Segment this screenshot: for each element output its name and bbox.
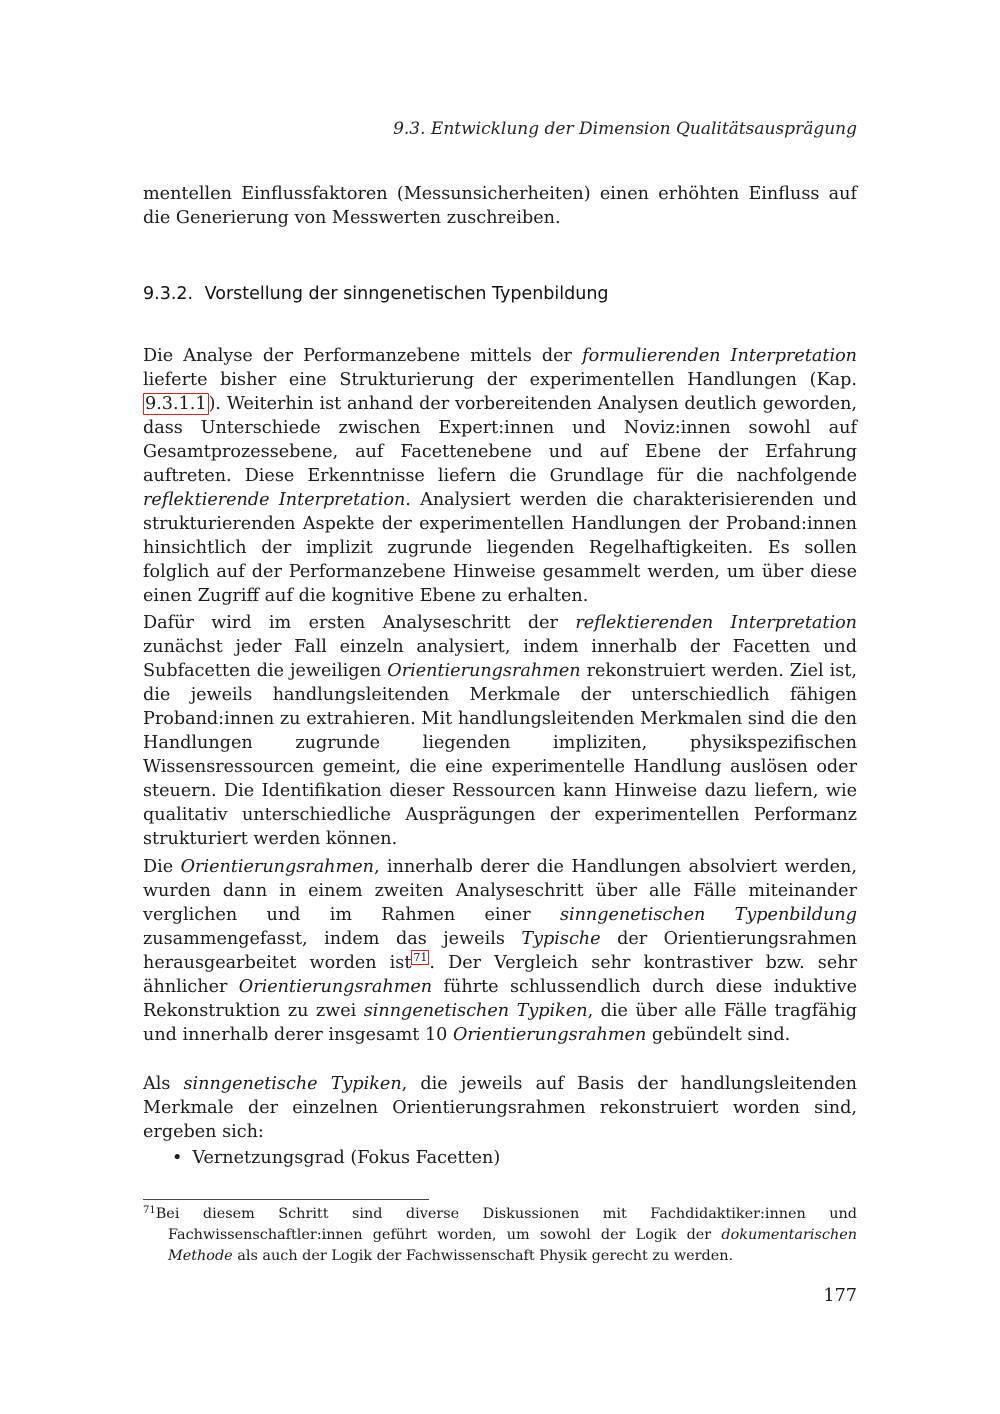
paragraph-second-step (143, 855, 857, 1047)
emphasis: sinngenetischen Typenbildung (559, 905, 857, 925)
text-run: , innerhalb derer die Handlungen absolviert werden, wurden dann in einem zweiten Analyseschritt über alle Fälle miteinander verglichen und im Rahmen einer (143, 857, 857, 925)
running-header: 9.3. Entwicklung der Dimension Qualitätsausprägung (393, 119, 857, 139)
paragraph-continuation (143, 182, 857, 230)
text-run: Bei diesem Schritt sind diverse Diskussionen mit Fachdidaktiker:innen und Fachwissenschaftler:innen geführt worden, um sowohl der Logik der (155, 1206, 857, 1243)
bullet-marker: • (172, 1148, 183, 1168)
chapter-reference-link[interactable]: 9.3.1.1 (145, 394, 207, 414)
text-run: führte schlussendlich durch diese induktive Rekonstruktion zu zwei (143, 977, 857, 1021)
emphasis: reflektierenden Interpretation (575, 613, 857, 633)
text-run: Die Analyse der Performanzebene mittels der (143, 346, 583, 366)
page-number: 177 (823, 1286, 857, 1306)
text-run: , die über alle Fälle tragfähig und innerhalb derer insgesamt 10 (143, 1001, 857, 1045)
emphasis: Typische (521, 929, 601, 949)
text-run: ). Weiterhin ist anhand der vorbereitenden Analysen deutlich geworden, dass Unterschiede zwischen Expert:innen und Noviz:innen sowohl auf Gesamtprozessebene, auf Facettenebene und auf Ebene der Erfahrung auftreten. Diese Erkenntnisse liefern die Grundlage für die nachfolgende (143, 394, 857, 486)
section-title: Vorstellung der sinngenetischen Typenbildung (204, 284, 609, 304)
paragraph-analysis (143, 344, 857, 608)
text-run: zusammengefasst, indem das jeweils (143, 929, 522, 949)
emphasis: formulierenden Interpretation (582, 346, 857, 366)
list-item (172, 1146, 852, 1170)
footnote-reference-link[interactable]: 71 (413, 951, 428, 964)
emphasis: dokumentarischen Methode (168, 1227, 857, 1264)
paragraph-first-step (143, 611, 857, 851)
text-run: , die jeweils auf Basis der handlungsleitenden Merkmale der einzelnen Orientierungsrahmen rekonstruiert worden sind, ergeben sich: (143, 1074, 857, 1142)
emphasis: sinngenetische Typiken (183, 1074, 402, 1094)
footnote (143, 1204, 857, 1267)
section-number: 9.3.2. (143, 284, 194, 304)
text-run: zunächst jeder Fall einzeln analysiert, indem innerhalb der Facetten und Subfacetten die jeweiligen (143, 637, 857, 681)
emphasis: Orientierungsrahmen (238, 977, 433, 997)
emphasis: Orientierungsrahmen (452, 1025, 647, 1045)
text-run: lieferte bisher eine Strukturierung der experimentellen Handlungen (Kap. (143, 370, 857, 390)
emphasis: Orientierungsrahmen (180, 857, 374, 877)
text-run: Als (143, 1074, 184, 1094)
text-run: als auch der Logik der Fachwissenschaft Physik gerecht zu werden. (232, 1248, 734, 1264)
footnote-divider (143, 1199, 429, 1200)
paragraph-typiken (143, 1072, 857, 1144)
paragraph-text: mentellen Einflussfaktoren (Messunsicherheiten) einen erhöhten Einfluss auf die Generierung von Messwerten zuschreiben. (143, 184, 857, 228)
emphasis: reflektierende Interpretation (143, 490, 406, 510)
text-run: Dafür wird im ersten Analyseschritt der (143, 613, 576, 633)
list-item-text: Vernetzungsgrad (Fokus Facetten) (192, 1148, 501, 1168)
footnote-number: 71 (143, 1205, 156, 1216)
text-run: . Analysiert werden die charakterisierenden und strukturierenden Aspekte der experimentellen Handlungen der Proband:innen hinsichtlich der implizit zugrunde liegenden Regelhaftigkeiten. Es sollen folglich auf der Performanzebene Hinweise gesammelt werden, um über diese einen Zugriff auf die kognitive Ebene zu erhalten. (143, 490, 857, 606)
text-run: Die (143, 857, 181, 877)
emphasis: sinngenetischen Typiken (363, 1001, 588, 1021)
section-heading (143, 284, 857, 304)
text-run: . Der Vergleich sehr kontrastiver bzw. sehr ähnlicher (143, 953, 857, 997)
text-run: der Orientierungsrahmen herausgearbeitet worden ist (143, 929, 857, 973)
text-run: gebündelt sind. (646, 1025, 791, 1045)
emphasis: Orientierungsrahmen (387, 661, 581, 681)
text-run: rekonstruiert werden. Ziel ist, die jeweils handlungsleitenden Merkmale der unterschiedlich fähigen Proband:innen zu extrahieren. Mit handlungsleitenden Merkmalen sind die den Handlungen zugrunde liegenden impliziten, physikspezifischen Wissensressourcen gemeint, die eine experimentelle Handlung auslösen oder steuern. Die Identifikation dieser Ressourcen kann Hinweise dazu liefern, wie qualitativ unterschiedliche Ausprägungen der experimentellen Performanz strukturiert werden können. (143, 661, 857, 849)
